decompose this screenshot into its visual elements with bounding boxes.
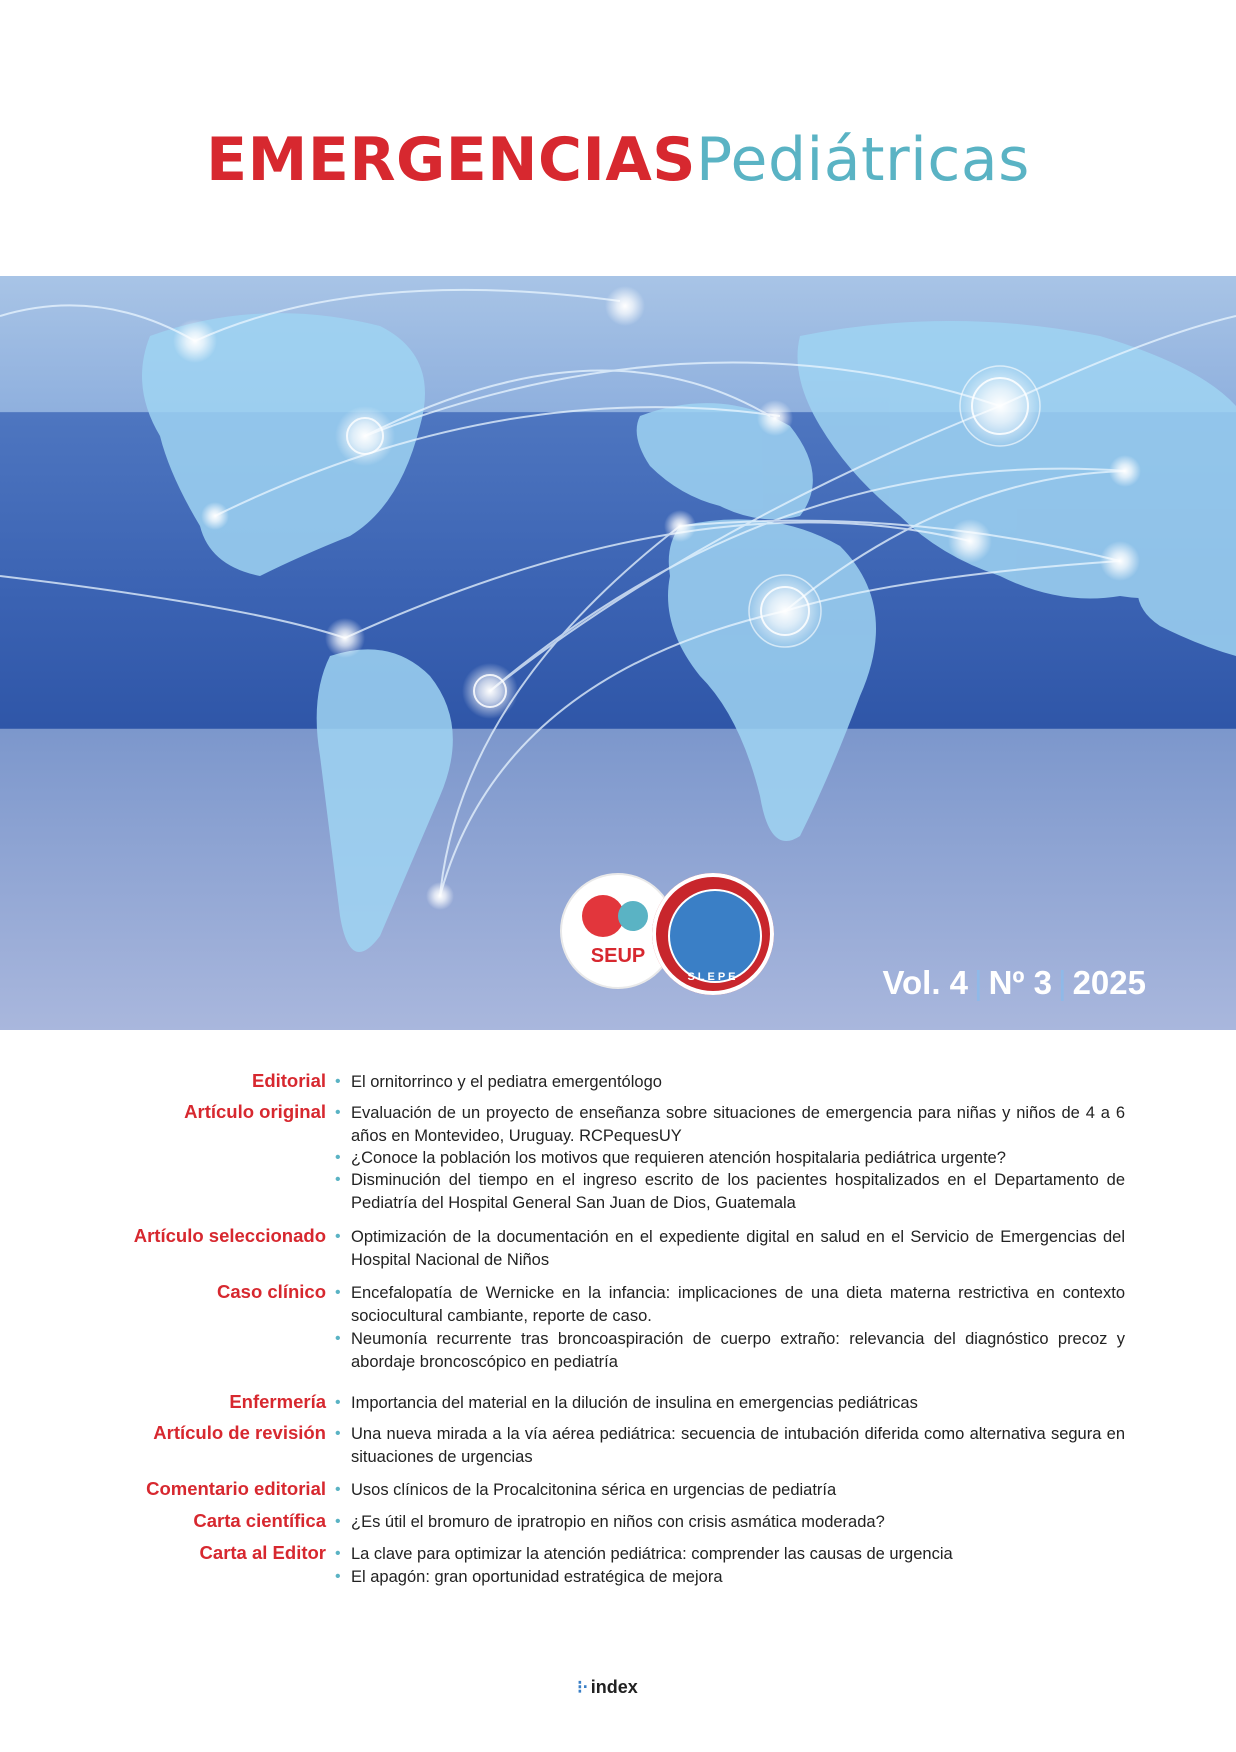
journal-title-part2: Pediátricas <box>695 125 1030 195</box>
toc-item[interactable]: • Encefalopatía de Wernicke en la infancia: implicaciones de una dieta materna restrictiva en contexto sociocultural cambiante, reporte de caso. <box>335 1284 1125 1325</box>
bullet-icon: • <box>335 1284 341 1301</box>
toc-section-heading: Comentario editorial <box>146 1478 326 1499</box>
bullet-icon: • <box>335 1228 341 1245</box>
bullet-icon: • <box>335 1513 341 1530</box>
toc-item[interactable]: • Disminución del tiempo en el ingreso escrito de los pacientes hospitalizados en el Departamento de Pediatría del Hospital General San Juan de Dios, Guatemala <box>335 1171 1125 1212</box>
year-label: 2025 <box>1072 964 1146 1001</box>
toc-item[interactable]: • Usos clínicos de la Procalcitonina sérica en urgencias de pediatría <box>351 1479 1125 1502</box>
number-label: Nº 3 <box>988 964 1052 1001</box>
toc-section-heading: Enfermería <box>229 1391 326 1412</box>
toc-item[interactable]: • ¿Es útil el bromuro de ipratropio en niños con crisis asmática moderada? <box>351 1511 1125 1534</box>
bullet-icon: • <box>335 1104 341 1121</box>
slepe-globe-icon <box>668 889 762 983</box>
toc-item[interactable]: • El apagón: gran oportunidad estratégica de mejora <box>351 1566 1125 1589</box>
continents <box>142 313 1236 952</box>
toc-item[interactable]: • Importancia del material en la dilución de insulina en emergencias pediátricas <box>351 1392 1125 1415</box>
bullet-icon: • <box>335 1568 341 1585</box>
index-logo-text: index <box>590 1677 638 1697</box>
toc-section-heading: Artículo seleccionado <box>133 1225 326 1246</box>
bullet-icon: • <box>335 1073 341 1090</box>
bullet-icon: • <box>335 1149 341 1166</box>
toc-section-heading: Carta científica <box>193 1510 326 1531</box>
journal-title-part1: EMERGENCIAS <box>206 125 696 195</box>
toc-item[interactable]: • Neumonía recurrente tras broncoaspiración de cuerpo extraño: relevancia del diagnóstico precoz y abordaje broncoscópico en pediatría <box>335 1330 1125 1371</box>
journal-title <box>0 125 1236 195</box>
issue-separator: | <box>974 964 983 1001</box>
bullet-icon: • <box>335 1545 341 1562</box>
volume-label: Vol. 4 <box>882 964 969 1001</box>
toc-section-heading: Caso clínico <box>217 1281 326 1302</box>
bullet-icon: • <box>335 1171 341 1188</box>
toc-item[interactable]: • Una nueva mirada a la vía aérea pediátrica: secuencia de intubación diferida como alternativa segura en situaciones de urgencias <box>335 1425 1125 1466</box>
toc-item[interactable]: • Evaluación de un proyecto de enseñanza sobre situaciones de emergencia para niñas y niños de 4 a 6 años en Montevideo, Uruguay. RCPequesUY <box>335 1104 1125 1145</box>
index-dots-icon: ⁝· <box>577 1677 589 1697</box>
slepe-logo-label: SLEPE <box>687 971 739 983</box>
issue-separator: | <box>1058 964 1067 1001</box>
toc-item[interactable]: • ¿Conoce la población los motivos que requieren atención hospitalaria pediátrica urgente? <box>351 1147 1125 1170</box>
bullet-icon: • <box>335 1481 341 1498</box>
toc-section-heading: Editorial <box>251 1070 326 1091</box>
issue-info <box>882 964 1146 1002</box>
index-publisher-logo <box>577 1677 638 1698</box>
bullet-icon: • <box>335 1394 341 1411</box>
toc-section-heading: Carta al Editor <box>199 1542 326 1563</box>
toc-item[interactable]: • El ornitorrinco y el pediatra emergentólogo <box>351 1071 1125 1094</box>
bullet-icon: • <box>335 1425 341 1442</box>
seup-logo-label: SEUP <box>590 945 646 967</box>
toc-item[interactable]: • La clave para optimizar la atención pediátrica: comprender las causas de urgencia <box>351 1543 1125 1566</box>
toc-item[interactable]: • Optimización de la documentación en el expediente digital en salud en el Servicio de Emergencias del Hospital Nacional de Niños <box>335 1228 1125 1269</box>
society-logos <box>560 873 790 993</box>
bullet-icon: • <box>335 1330 341 1347</box>
toc-section-heading: Artículo de revisión <box>153 1422 326 1443</box>
slepe-logo <box>652 873 774 995</box>
toc-section-heading: Artículo original <box>184 1101 326 1122</box>
